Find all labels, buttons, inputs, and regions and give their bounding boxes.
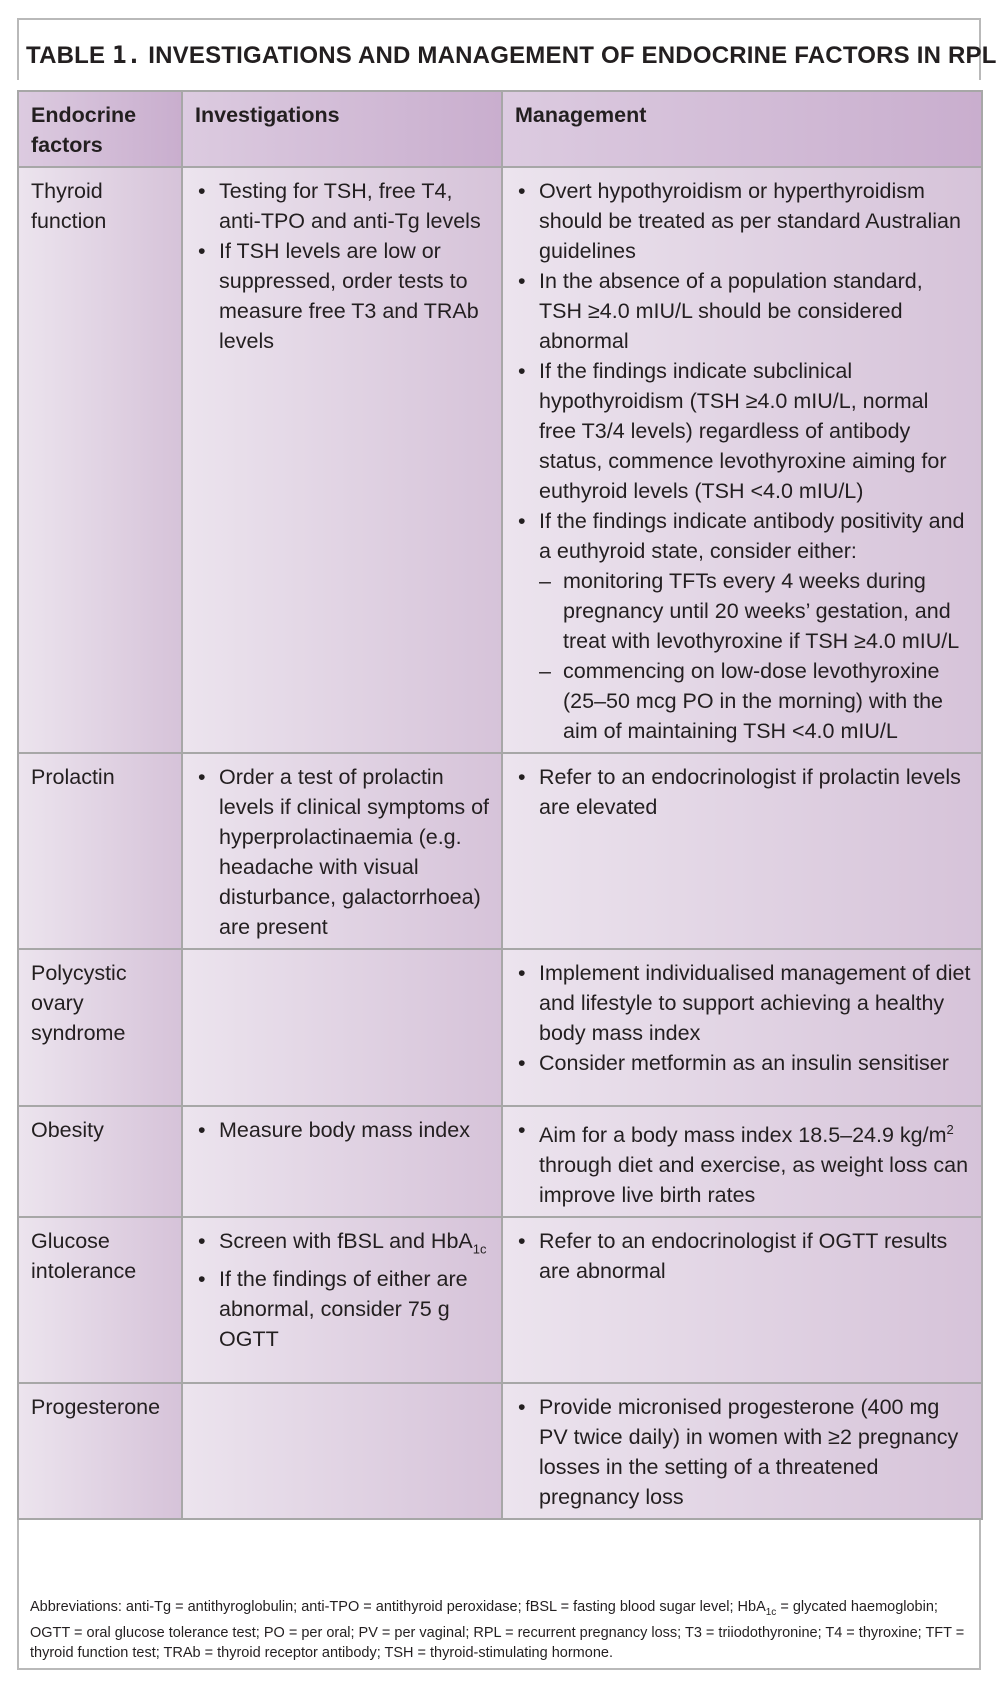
management-cell — [502, 1383, 982, 1519]
list-item: • Screen with fBSL and HbA$_{1c}$ — [195, 1226, 491, 1264]
list-item: • If the findings indicate antibody positivity and a euthyroid state, consider either: — [515, 506, 971, 566]
list-item: • If TSH levels are low or suppressed, order tests to measure free T3 and TRAb levels — [195, 236, 491, 356]
investigations-cell — [182, 1106, 502, 1217]
management-cell — [502, 753, 982, 949]
management-cell — [502, 1106, 982, 1217]
list-item: • Refer to an endocrinologist if prolactin levels are elevated — [515, 762, 971, 822]
factor-cell: Glucose intolerance — [18, 1217, 182, 1383]
list-item: • Implement individualised management of diet and lifestyle to support achieving a healthy body mass index — [515, 958, 971, 1048]
abbreviations-footnote: Abbreviations: anti-Tg = antithyroglobulin; anti-TPO = antithyroid peroxidase; fBSL = fasting blood sugar level; HbA$_{1c}$ = glycated haemoglobin; OGTT = oral glucose tolerance test; PO = per oral; PV = per vaginal; RPL = recurrent pregnancy loss; T3 = triiodothyronine; T4 = thyroxine; TFT = thyroid function test; TRAb = thyroid receptor antibody; TSH = thyroid-stimulating hormone. — [30, 1599, 965, 1661]
sub-list-item — [515, 566, 971, 656]
list-item: • In the absence of a population standard, TSH ≥4.0 mIU/L should be considered abnormal — [515, 266, 971, 356]
sub-list-item — [515, 656, 971, 746]
investigations-cell — [182, 1217, 502, 1383]
sub-item-text: – commencing on low-dose levothyroxine (25–50 mcg PO in the morning) with the aim of maintaining TSH <4.0 mIU/L — [539, 656, 971, 746]
investigations-cell — [182, 949, 502, 1106]
table-row-glucose — [18, 1217, 982, 1383]
list-item: • Consider metformin as an insulin sensitiser — [515, 1048, 971, 1078]
list-item: • If the findings of either are abnormal, consider 75 g OGTT — [195, 1264, 491, 1354]
management-cell — [502, 949, 982, 1106]
factor-cell: Thyroid function — [18, 167, 182, 753]
list-item: • Testing for TSH, free T4, anti-TPO and anti-Tg levels — [195, 176, 491, 236]
factor-cell: Prolactin — [18, 753, 182, 949]
header-endocrine-factors: Endocrine factors — [18, 91, 182, 167]
endocrine-table — [17, 90, 983, 1520]
table-row-thyroid — [18, 167, 982, 753]
management-cell — [502, 1217, 982, 1383]
list-item: • Overt hypothyroidism or hyperthyroidism should be treated as per standard Australian guidelines — [515, 176, 971, 266]
management-cell — [502, 167, 982, 753]
table-title: TABLE 1. INVESTIGATIONS AND MANAGEMENT OF ENDOCRINE FACTORS IN RPL — [26, 41, 997, 69]
factor-cell: Progesterone — [18, 1383, 182, 1519]
investigations-cell — [182, 753, 502, 949]
list-item: • Order a test of prolactin levels if clinical symptoms of hyperprolactinaemia (e.g. headache with visual disturbance, galactorrhoea) are present — [195, 762, 491, 942]
list-item: • Refer to an endocrinologist if OGTT results are abnormal — [515, 1226, 971, 1286]
list-item: • If the findings indicate subclinical hypothyroidism (TSH ≥4.0 mIU/L, normal free T3/4 levels) regardless of antibody status, commence levothyroxine aiming for euthyroid levels (TSH <4.0 mIU/L) — [515, 356, 971, 506]
list-item: • Measure body mass index — [195, 1115, 491, 1145]
title-gap — [17, 80, 981, 90]
sub-item-text: – monitoring TFTs every 4 weeks during pregnancy until 20 weeks’ gestation, and treat with levothyroxine if TSH ≥4.0 mIU/L — [539, 566, 971, 656]
table-row-prolactin — [18, 753, 982, 949]
table-row-progesterone — [18, 1383, 982, 1519]
header-row — [18, 91, 982, 167]
list-item: • Aim for a body mass index 18.5–24.9 $kg/m^2$ through diet and exercise, as weight loss can improve live birth rates — [515, 1115, 971, 1210]
header-investigations: Investigations — [182, 91, 502, 167]
investigations-cell — [182, 1383, 502, 1519]
table-row-pcos — [18, 949, 982, 1106]
investigations-cell — [182, 167, 502, 753]
factor-cell: Polycystic ovary syndrome — [18, 949, 182, 1106]
factor-cell: Obesity — [18, 1106, 182, 1217]
list-item: • Provide micronised progesterone (400 mg PV twice daily) in women with ≥2 pregnancy losses in the setting of a threatened pregnancy loss — [515, 1392, 971, 1512]
header-management: Management — [502, 91, 982, 167]
table-row-obesity — [18, 1106, 982, 1217]
